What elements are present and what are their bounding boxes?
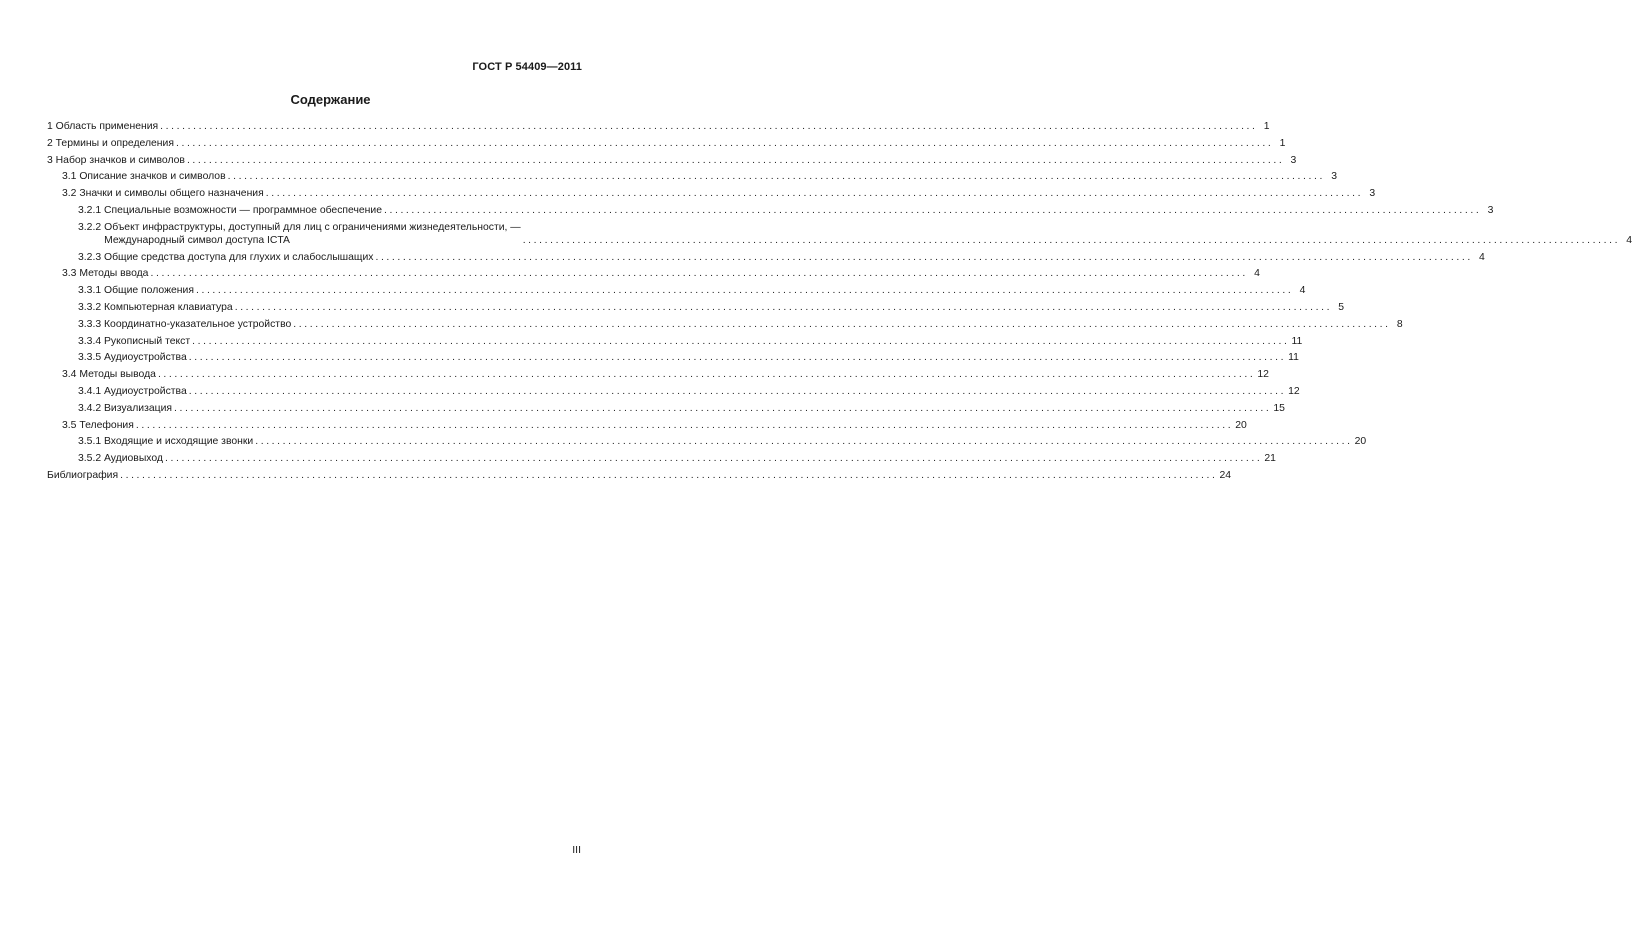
leader-dots: ........................................................................................................................................................................................................ bbox=[188, 385, 1287, 397]
toc-entry[interactable] bbox=[47, 452, 1276, 465]
toc-entry[interactable] bbox=[47, 204, 1494, 217]
page-title: Содержание bbox=[290, 92, 371, 107]
toc-entry[interactable] bbox=[47, 385, 1300, 398]
leader-dots: ........................................................................................................................................................................................................ bbox=[175, 137, 1274, 149]
toc-entry[interactable] bbox=[47, 318, 1403, 331]
leader-dots: ........................................................................................................................................................................................................ bbox=[150, 268, 1248, 280]
toc-entry-title: 3.3.1 Общие положения bbox=[78, 285, 194, 297]
toc-entry-title: 3.3 Методы ввода bbox=[62, 268, 149, 280]
leader-dots: ........................................................................................................................................................................................................ bbox=[293, 318, 1391, 330]
toc-entry-page: 8 bbox=[1396, 318, 1403, 330]
table-of-contents bbox=[47, 120, 1632, 486]
toc-entry[interactable] bbox=[47, 267, 1260, 280]
toc-entry-title: 3.4.2 Визуализация bbox=[78, 402, 173, 414]
toc-entry-page: 12 bbox=[1257, 369, 1269, 381]
toc-entry-title: 3.1 Описание значков и символов bbox=[62, 171, 226, 183]
leader-dots: ........................................................................................................................................................................................................ bbox=[375, 251, 1473, 263]
leader-dots: ........................................................................................................................................................................................................ bbox=[383, 204, 1482, 216]
toc-entry-title: 3.2 Значки и символы общего назначения bbox=[62, 188, 264, 200]
toc-entry[interactable] bbox=[47, 419, 1247, 432]
toc-entry-title: 3 Набор значков и символов bbox=[47, 154, 185, 166]
toc-entry[interactable] bbox=[47, 435, 1367, 448]
toc-entry-page: 11 bbox=[1291, 335, 1303, 347]
toc-entry-title: 3.5 Телефония bbox=[62, 419, 134, 431]
toc-entry[interactable] bbox=[47, 335, 1303, 348]
toc-entry-page: 4 bbox=[1479, 251, 1485, 263]
toc-entry[interactable] bbox=[47, 402, 1285, 415]
leader-dots: ........................................................................................................................................................................................................ bbox=[265, 188, 1364, 200]
toc-entry-page: 3 bbox=[1369, 188, 1376, 200]
toc-entry-title: 3.5.2 Аудиовыход bbox=[78, 453, 163, 465]
toc-entry-page: 20 bbox=[1354, 436, 1367, 448]
toc-entry-title: Библиография bbox=[47, 469, 119, 481]
toc-entry-title: 3.3.2 Компьютерная клавиатура bbox=[78, 301, 233, 313]
toc-entry[interactable] bbox=[47, 351, 1299, 364]
leader-dots: ........................................................................................................................................................................................................ bbox=[174, 402, 1272, 414]
leader-dots: ........................................................................................................................................................................................................ bbox=[195, 285, 1294, 297]
document-code: ГОСТ Р 54409—2011 bbox=[472, 61, 582, 73]
leader-dots: ........................................................................................................................................................................................................ bbox=[160, 121, 1258, 132]
toc-entry-title: 3.4 Методы вывода bbox=[62, 369, 156, 381]
toc-entry-page: 4 bbox=[1299, 285, 1306, 297]
toc-entry[interactable] bbox=[47, 301, 1345, 314]
toc-entry[interactable] bbox=[47, 137, 1286, 150]
toc-entry-page: 21 bbox=[1264, 453, 1276, 465]
toc-entry[interactable] bbox=[47, 284, 1306, 297]
toc-entry-title: 2 Термины и определения bbox=[47, 137, 174, 149]
toc-entry-title: 3.3.5 Аудиоустройства bbox=[78, 352, 187, 364]
leader-dots: ........................................................................................................................................................................................................ bbox=[135, 419, 1234, 431]
toc-entry-title: 3.3.4 Рукописный текст bbox=[78, 335, 191, 347]
toc-entry-page: 15 bbox=[1273, 402, 1285, 414]
toc-entry-page: 3 bbox=[1290, 154, 1297, 166]
toc-entry[interactable] bbox=[47, 187, 1376, 200]
toc-entry-title: 3.2.3 Общие средства доступа для глухих и слабослышащих bbox=[78, 251, 374, 263]
toc-entry-page: 3 bbox=[1487, 204, 1494, 216]
toc-entry-number: 3.2.2 bbox=[78, 221, 102, 233]
toc-entry[interactable] bbox=[47, 154, 1297, 167]
page-number: III bbox=[572, 844, 581, 856]
toc-entry-title: 1 Область применения bbox=[47, 121, 159, 132]
leader-dots: ........................................................................................................................................................................................................ bbox=[157, 369, 1256, 381]
leader-dots: ........................................................................................................................................................................................................ bbox=[186, 154, 1285, 166]
toc-entry[interactable] bbox=[47, 251, 1485, 264]
leader-dots: ........................................................................................................................................................................................................ bbox=[192, 335, 1290, 347]
toc-entry-title: 3.2.1 Специальные возможности — программное обеспечение bbox=[78, 204, 382, 216]
leader-dots: ........................................................................................................................................................................................................ bbox=[188, 352, 1287, 364]
toc-entry[interactable] bbox=[47, 469, 1232, 482]
toc-entry-title-line1: Объект инфраструктуры, доступный для лиц с ограничениями жизнедеятельности, — bbox=[104, 221, 521, 233]
toc-entry-title: 3.4.1 Аудиоустройства bbox=[78, 385, 187, 397]
toc-entry-page: 3 bbox=[1331, 171, 1337, 183]
toc-entry-title-line2: Международный символ доступа ICTA bbox=[104, 234, 290, 246]
toc-entry[interactable] bbox=[47, 120, 1270, 133]
toc-entry-page: 4 bbox=[1626, 234, 1632, 246]
toc-entry-page: 20 bbox=[1235, 419, 1247, 431]
leader-dots: ........................................................................................................................................................................................................ bbox=[255, 436, 1353, 448]
toc-entry[interactable] bbox=[47, 368, 1269, 381]
toc-entry[interactable] bbox=[47, 170, 1337, 183]
toc-entry-page: 1 bbox=[1279, 137, 1286, 149]
toc-entry-page: 5 bbox=[1338, 301, 1345, 313]
leader-dots: ........................................................................................................................................................................................................ bbox=[227, 171, 1325, 183]
toc-entry-page: 4 bbox=[1254, 268, 1260, 280]
toc-entry[interactable] bbox=[47, 221, 1632, 247]
toc-entry-page: 11 bbox=[1288, 352, 1299, 364]
toc-entry-page: 12 bbox=[1288, 385, 1300, 397]
toc-entry-page: 1 bbox=[1263, 121, 1270, 132]
leader-dots: ........................................................................................................................................................................................................ bbox=[165, 453, 1263, 465]
toc-entry-title: 3.5.1 Входящие и исходящие звонки bbox=[78, 436, 254, 448]
leader-dots: ........................................................................................................................................................................................................ bbox=[522, 234, 1621, 246]
toc-entry-title: 3.3.3 Координатно-указательное устройство bbox=[78, 318, 292, 330]
leader-dots: ........................................................................................................................................................................................................ bbox=[120, 469, 1218, 481]
toc-entry-page: 24 bbox=[1219, 469, 1232, 481]
leader-dots: ........................................................................................................................................................................................................ bbox=[234, 301, 1333, 313]
